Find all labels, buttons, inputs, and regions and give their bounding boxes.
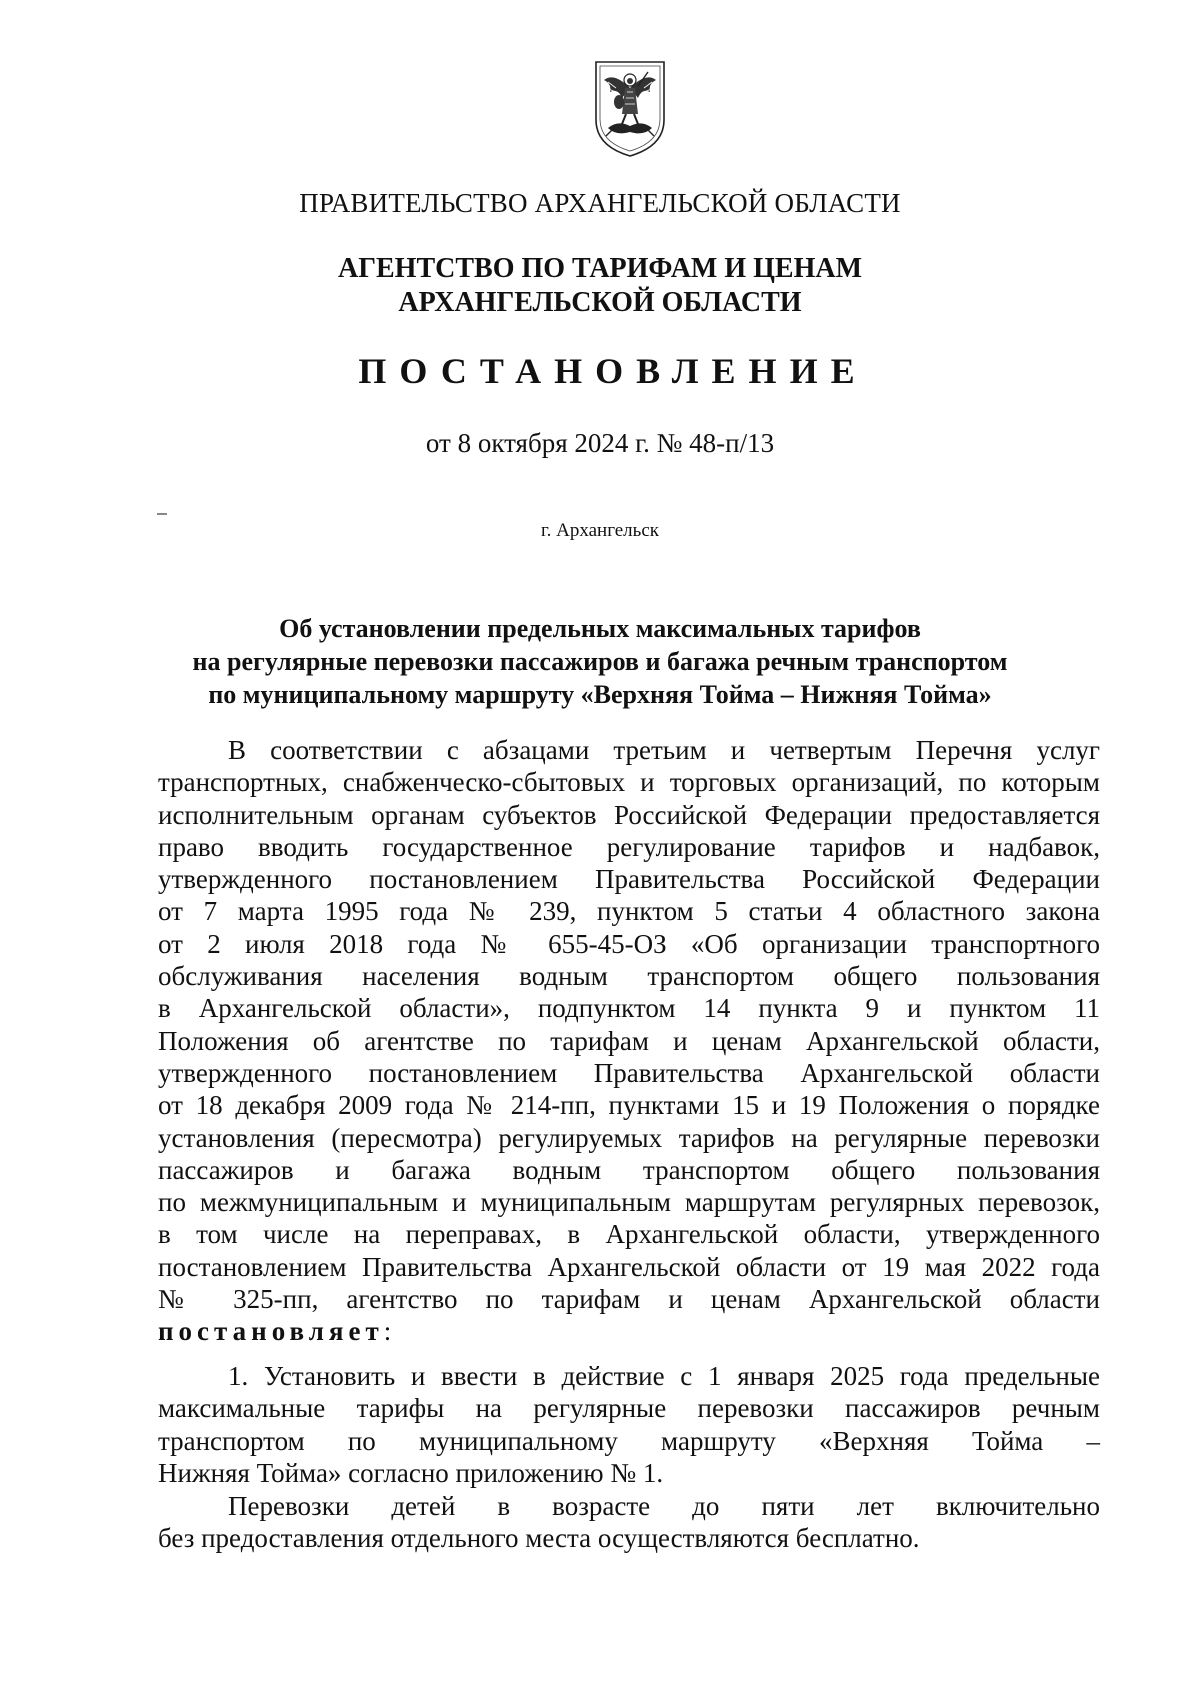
paragraph-children: [158, 1490, 1100, 1555]
text-line: от 2 июля 2018 года № 655-45-ОЗ «Об организации транспортного: [158, 928, 1100, 959]
text-line: утвержденного постановлением Правительства Архангельской области: [158, 1057, 1100, 1088]
text-line: установления (пересмотра) регулируемых тарифов на регулярные перевозки: [158, 1122, 1100, 1153]
text-line: Положения об агентстве по тарифам и ценам Архангельской области,: [158, 1025, 1100, 1056]
city-name: г. Архангельск: [540, 520, 659, 541]
title-line-3: по муниципальному маршруту «Верхняя Тойма – Нижняя Тойма»: [208, 680, 992, 709]
text-line: утвержденного постановлением Правительства Российской Федерации: [158, 864, 1100, 895]
decree-line: [158, 1315, 1100, 1347]
text-line: от 18 декабря 2009 года № 214-пп, пунктами 15 и 19 Положения о порядке: [158, 1090, 1100, 1121]
title-line-1: Об установлении предельных максимальных тарифов: [279, 614, 921, 643]
scan-artifact: [157, 513, 167, 515]
text-line: В соответствии с абзацами третьим и четвертым Перечня услуг: [228, 735, 1100, 765]
paragraph-item-1: [158, 1360, 1100, 1489]
coat-of-arms-icon: [592, 58, 668, 160]
text-line: в Архангельской области», подпунктом 14 пункта 9 и пунктом 11: [158, 993, 1100, 1024]
agency-name-line-1: АГЕНТСТВО ПО ТАРИФАМ И ЦЕНАМ: [337, 253, 863, 284]
text-line: Нижняя Тойма» согласно приложению № 1.: [158, 1457, 664, 1488]
text-line: без предоставления отдельного места осуществляются бесплатно.: [158, 1523, 920, 1554]
text-line: постановлением Правительства Архангельской области от 19 мая 2022 года: [158, 1251, 1100, 1282]
agency-name: [0, 252, 1200, 320]
text-line: от 7 марта 1995 года № 239, пунктом 5 статьи 4 областного закона: [158, 896, 1100, 927]
decree-colon: :: [383, 1316, 392, 1347]
paragraph-preamble: [158, 734, 1100, 1348]
text-line: № 325-пп, агентство по тарифам и ценам Архангельской области: [158, 1284, 1100, 1315]
title-line-2: на регулярные перевозки пассажиров и багажа речным транспортом: [192, 647, 1008, 676]
text-line: обслуживания населения водным транспортом общего пользования: [158, 961, 1100, 992]
text-line: максимальные тарифы на регулярные перевозки пассажиров речным: [158, 1393, 1100, 1424]
text-line: пассажиров и багажа водным транспортом общего пользования: [158, 1154, 1100, 1185]
document-type: ПОСТАНОВЛЕНИЕ: [358, 351, 868, 391]
document-title: [0, 612, 1200, 711]
text-line: 1. Установить и ввести в действие с 1 января 2025 года предельные: [228, 1361, 1100, 1391]
agency-name-line-2: АРХАНГЕЛЬСКОЙ ОБЛАСТИ: [398, 287, 802, 318]
decree-word: постановляет: [158, 1316, 384, 1347]
text-line: право вводить государственное регулирование тарифов и надбавок,: [158, 831, 1100, 862]
text-line: транспортом по муниципальному маршруту «Верхняя Тойма –: [158, 1425, 1100, 1456]
text-line: Перевозки детей в возрасте до пяти лет включительно: [228, 1491, 1100, 1521]
text-line: исполнительным органам субъектов Российской Федерации предоставляется: [158, 799, 1100, 830]
document-date-number: от 8 октября 2024 г. № 48-п/13: [425, 428, 775, 458]
text-line: в том числе на переправах, в Архангельской области, утвержденного: [158, 1219, 1100, 1250]
text-line: транспортных, снабженческо-сбытовых и торговых организаций, по которым: [158, 767, 1100, 798]
government-name: ПРАВИТЕЛЬСТВО АРХАНГЕЛЬСКОЙ ОБЛАСТИ: [299, 188, 901, 218]
text-line: по межмуниципальным и муниципальным маршрутам регулярных перевозок,: [158, 1187, 1100, 1218]
